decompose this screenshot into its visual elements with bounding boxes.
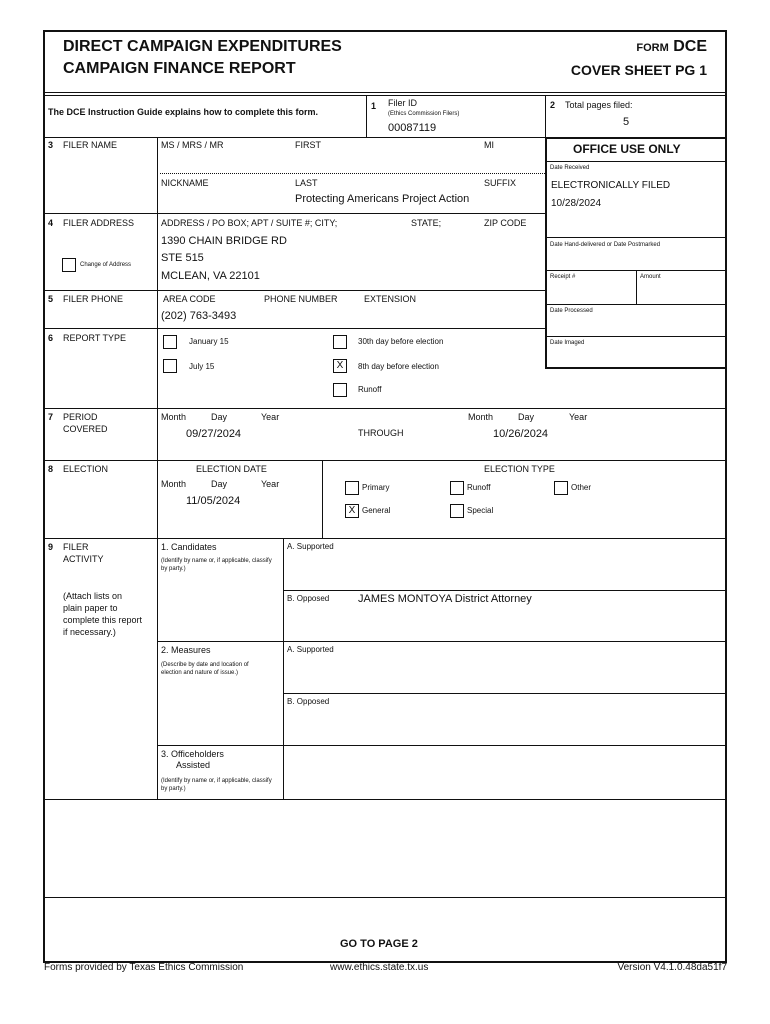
divider [43,460,727,461]
change-of-address-checkbox[interactable] [62,258,76,272]
date-received-line2: 10/28/2024 [551,198,602,209]
runoff-report-label: Runoff [358,385,382,394]
to-year-label: Year [569,412,588,422]
period-from-value[interactable]: 09/27/2024 [186,428,242,440]
total-pages-num: 2 [550,100,556,110]
candidates-opposed-label: B. Opposed [287,594,330,603]
divider [545,237,727,238]
filer-id-sub: (Ethics Commission Filers) [388,111,460,117]
cover-sheet-label: COVER SHEET PG 1 [570,62,707,78]
divider [43,328,545,329]
election-year-label: Year [261,479,280,489]
filer-id-label: Filer ID [388,98,417,108]
measures-note: (Describe by date and location of election and nature of issue.) [161,662,249,676]
through-label: THROUGH [358,428,404,438]
candidates-note: (Identify by name or, if applicable, classify by party.) [161,558,272,572]
general-label: General [362,506,391,515]
measures-label: 2. Measures [161,645,211,655]
measures-supported-label: A. Supported [287,645,334,654]
total-pages-label: Total pages filed: [565,100,633,110]
divider [545,161,727,162]
divider [545,336,727,337]
filer-address-num: 4 [48,218,54,228]
day8-checkbox[interactable]: X [333,359,347,373]
candidates-supported-label: A. Supported [287,542,334,551]
activity-label1: FILER [63,542,89,552]
election-day-label: Day [211,479,228,489]
last-label: LAST [295,178,318,188]
jan15-label: January 15 [189,337,229,346]
extension-label: EXTENSION [364,294,417,304]
office-use-title: OFFICE USE ONLY [573,142,681,156]
officeholders-note: (Identify by name or, if applicable, classify by party.) [161,778,272,792]
runoff-election-checkbox[interactable] [450,481,464,495]
other-checkbox[interactable] [554,481,568,495]
divider [43,290,545,291]
period-label1: PERIOD [63,412,98,422]
filer-address-label: FILER ADDRESS [63,218,135,228]
divider [366,95,367,137]
form-title-line2: CAMPAIGN FINANCE REPORT [63,60,296,77]
state-label: STATE; [411,218,442,228]
divider [283,590,727,591]
general-checkbox[interactable]: X [345,504,359,518]
date-processed-label: Date Processed [550,308,593,314]
form-code-value: DCE [673,38,707,55]
address-line3[interactable]: MCLEAN, VA 22101 [161,270,260,282]
total-pages-value[interactable]: 5 [623,116,630,128]
address-line1[interactable]: 1390 CHAIN BRIDGE RD [161,235,287,247]
date-received-label: Date Received [550,165,590,171]
to-day-label: Day [518,412,535,422]
receipt-label: Receipt # [550,274,576,280]
to-month-label: Month [468,412,494,422]
runoff-report-checkbox[interactable] [333,383,347,397]
period-num: 7 [48,412,54,422]
runoff-election-label: Runoff [467,483,491,492]
form-code [636,38,707,56]
zip-label: ZIP CODE [484,218,527,228]
divider [283,538,284,799]
header-divider [43,92,727,93]
date-imaged-label: Date Imaged [550,340,585,346]
primary-checkbox[interactable] [345,481,359,495]
attach-note: (Attach lists on plain paper to complete this report if necessary.) [63,591,143,637]
phone-number-label: PHONE NUMBER [264,294,338,304]
from-day-label: Day [211,412,228,422]
period-to-value[interactable]: 10/26/2024 [493,428,549,440]
officeholders-label1: 3. Officeholders [161,749,224,759]
filer-name-num: 3 [48,140,54,150]
change-of-address-label: Change of Address [80,262,132,268]
activity-num: 9 [48,542,54,552]
phone-value[interactable]: (202) 763-3493 [161,310,237,322]
filer-phone-num: 5 [48,294,54,304]
form-title-line1: DIRECT CAMPAIGN EXPENDITURES [63,38,342,55]
election-type-label: ELECTION TYPE [484,464,555,474]
other-label: Other [571,483,592,492]
filer-name-label: FILER NAME [63,140,118,150]
divider [636,270,637,304]
address-line2[interactable]: STE 515 [161,252,204,264]
divider [43,799,727,800]
divider [545,95,546,137]
office-use-box [545,137,727,369]
jan15-checkbox[interactable] [163,335,177,349]
jul15-label: July 15 [189,362,215,371]
footer-website[interactable]: www.ethics.state.tx.us [330,962,429,973]
candidates-opposed-value[interactable]: JAMES MONTOYA District Attorney [358,593,532,605]
guide-text: The DCE Instruction Guide explains how to complete this form. [48,107,319,117]
candidates-label: 1. Candidates [161,542,217,552]
divider [157,641,727,642]
area-code-label: AREA CODE [163,294,216,304]
label-column-divider [157,137,158,799]
filer-id-num: 1 [371,101,377,111]
day8-label: 8th day before election [358,362,439,371]
report-type-label: REPORT TYPE [63,333,127,343]
election-num: 8 [48,464,54,474]
officeholders-label2: Assisted [176,760,211,770]
divider [43,538,727,539]
suffix-label: SUFFIX [484,178,517,188]
measures-opposed-label: B. Opposed [287,697,330,706]
divider [43,897,727,898]
filer-id-value[interactable]: 00087119 [388,122,437,134]
special-label: Special [467,506,494,515]
prefix-label: MS / MRS / MR [161,140,224,150]
report-type-num: 6 [48,333,54,343]
election-month-label: Month [161,479,187,489]
name-dotted-line [160,173,545,174]
divider [283,693,727,694]
election-date-label: ELECTION DATE [196,464,267,474]
footer-version: Version V4.1.0.48da51f7 [617,962,727,973]
filer-phone-label: FILER PHONE [63,294,124,304]
form-label: FORM [636,42,669,54]
primary-label: Primary [362,483,390,492]
period-label2: COVERED [63,424,108,434]
from-year-label: Year [261,412,280,422]
header-divider-2 [43,95,727,96]
election-date-value[interactable]: 11/05/2024 [186,495,241,507]
date-received-line1: ELECTRONICALLY FILED [551,180,671,191]
amount-label: Amount [640,274,661,280]
divider [43,213,545,214]
first-label: FIRST [295,140,321,150]
from-month-label: Month [161,412,187,422]
mi-label: MI [484,140,494,150]
divider [157,745,727,746]
activity-label2: ACTIVITY [63,554,104,564]
day30-label: 30th day before election [358,337,444,346]
jul15-checkbox[interactable] [163,359,177,373]
nickname-label: NICKNAME [161,178,209,188]
election-label: ELECTION [63,464,109,474]
address-fields-label: ADDRESS / PO BOX; APT / SUITE #; CITY; [161,218,338,228]
divider [322,460,323,538]
hand-delivered-label: Date Hand-delivered or Date Postmarked [550,242,661,248]
divider [43,408,727,409]
divider [545,304,727,305]
last-name-value[interactable]: Protecting Americans Project Action [295,193,470,205]
footer-provided-by: Forms provided by Texas Ethics Commission [44,962,244,973]
go-to-page-2: GO TO PAGE 2 [340,938,418,950]
special-checkbox[interactable] [450,504,464,518]
day30-checkbox[interactable] [333,335,347,349]
